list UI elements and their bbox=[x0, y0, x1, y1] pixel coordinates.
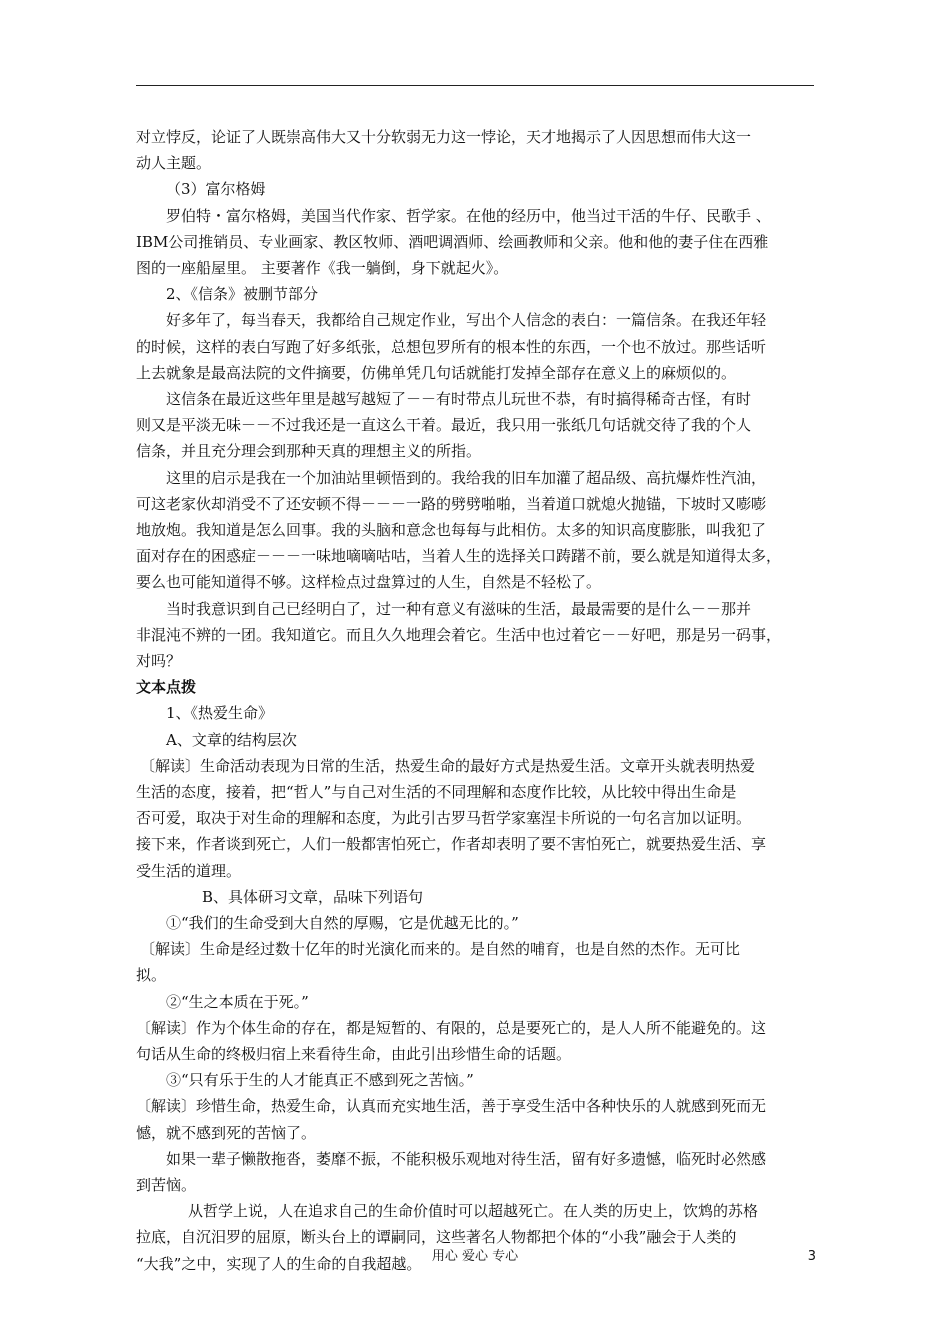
text-line: ①“我们的生命受到大自然的厚赐，它是优越无比的。” bbox=[166, 914, 519, 932]
text-line: 〔解读〕生命是经过数十亿年的时光演化而来的。是自然的哺育，也是自然的杰作。无可比 bbox=[140, 940, 741, 959]
header-rule bbox=[136, 85, 814, 86]
text-line: 这里的启示是我在一个加油站里顿悟到的。我给我的旧车加灌了超品级、高抗爆炸性汽油， bbox=[166, 468, 767, 487]
text-line: 憾，就不感到死的苦恼了。 bbox=[136, 1123, 317, 1142]
text-line: A、文章的结构层次 bbox=[166, 730, 297, 749]
text-line: 生活的态度，接着，把“哲人”与自己对生活的不同理解和态度作比较，从比较中得出生命是 bbox=[136, 783, 737, 801]
section-heading: 文本点拨 bbox=[136, 678, 197, 697]
text-line: 的时候，这样的表白写跑了好多纸张，总想包罗所有的根本性的东西，一个也不放过。那些话听 bbox=[136, 337, 767, 356]
text-line: 否可爱，取决于对生命的理解和态度，为此引古罗马哲学家塞涅卡所说的一句名言加以证明。 bbox=[136, 809, 752, 828]
text-line: ③“只有乐于生的人才能真正不感到死之苦恼。” bbox=[166, 1071, 474, 1090]
text-line: 2、《信条》被删节部分 bbox=[166, 285, 319, 304]
text-line: 要么也可能知道得不够。这样检点过盘算过的人生，自然是不轻松了。 bbox=[136, 573, 602, 592]
text-line: （3）富尔格姆 bbox=[166, 180, 266, 199]
text-line: 上去就象是最高法院的文件摘要，仿佛单凭几句话就能打发掉全部存在意义上的麻烦似的。 bbox=[136, 363, 737, 382]
text-line: 非混沌不辨的一团。我知道它。而且久久地理会着它。生活中也过着它－－好吧，那是另一码事， bbox=[136, 625, 782, 644]
text-line: 这信条在最近这些年里是越写越短了－－有时带点儿玩世不恭，有时搞得稀奇古怪，有时 bbox=[166, 390, 752, 408]
text-line: 罗伯特・富尔格姆，美国当代作家、哲学家。在他的经历中，他当过干活的牛仔、民歌手 、 bbox=[166, 206, 771, 225]
text-line: 动人主题。 bbox=[136, 154, 212, 173]
text-line: 可这老家伙却消受不了还安顿不得－－－一路的劈劈啪啪，当着道口就熄火抛锚，下坡时又嘭嘭 bbox=[136, 494, 767, 513]
text-line: 信条，并且充分理会到那种天真的理想主义的所指。 bbox=[136, 442, 482, 461]
text-line: 则又是平淡无味－－不过我还是一直这么干着。最近，我只用一张纸几句话就交待了我的个人 bbox=[136, 416, 752, 435]
text-line: 〔解读〕珍惜生命，热爱生命，认真而充实地生活，善于享受生活中各种快乐的人就感到死而无 bbox=[136, 1097, 767, 1116]
text-line: 如果一辈子懒散拖沓，萎靡不振，不能积极乐观地对待生活，留有好多遗憾，临死时必然感 bbox=[166, 1149, 767, 1168]
text-line: 面对存在的困惑症－－－一味地嘀嘀咕咕，当着人生的选择关口踌躇不前，要么就是知道得太多， bbox=[136, 547, 782, 566]
text-line: B、具体研习文章，品味下列语句 bbox=[202, 887, 424, 906]
text-line: 拟。 bbox=[136, 966, 167, 985]
text-line: 对吗？ bbox=[136, 652, 182, 670]
text-line: 接下来，作者谈到死亡，人们一般都害怕死亡，作者却表明了要不害怕死亡，就要热爱生活、享 bbox=[136, 835, 767, 854]
text-line: ②“生之本质在于死。” bbox=[166, 992, 309, 1011]
text-line: 好多年了，每当春天，我都给自己规定作业，写出个人信念的表白：一篇信条。在我还年轻 bbox=[166, 311, 767, 330]
text-line: 图的一座船屋里。 主要著作《我一躺倒，身下就起火》。 bbox=[136, 259, 509, 277]
text-line: 受生活的道理。 bbox=[136, 861, 242, 880]
text-line: 地放炮。我知道是怎么回事。我的头脑和意念也每每与此相仿。太多的知识高度膨胀，叫我犯了 bbox=[136, 521, 767, 539]
text-line: 〔解读〕生命活动表现为日常的生活，热爱生命的最好方式是热爱生活。文章开头就表明热爱 bbox=[140, 756, 756, 775]
text-line: 到苦恼。 bbox=[136, 1176, 197, 1194]
text-line: 对立悖反，论证了人既崇高伟大又十分软弱无力这一悖论，天才地揭示了人因思想而伟大这一 bbox=[136, 128, 752, 146]
text-line: 当时我意识到自己已经明白了，过一种有意义有滋味的生活，最最需要的是什么－－那并 bbox=[166, 599, 752, 618]
text-line: 从哲学上说，人在追求自己的生命价值时可以超越死亡。在人类的历史上，饮鸩的苏格 bbox=[188, 1202, 759, 1221]
text-line: 拉底，自沉汨罗的屈原，断头台上的谭嗣同，这些著名人物都把个体的“小我”融会于人类的 bbox=[136, 1228, 737, 1247]
footer-motto: 用心 爱心 专心 bbox=[431, 1249, 519, 1264]
page-footer bbox=[0, 1246, 950, 1268]
text-line: 〔解读〕作为个体生命的存在，都是短暂的、有限的，总是要死亡的，是人人所不能避免的。这 bbox=[136, 1018, 767, 1037]
page-number: 3 bbox=[807, 1249, 816, 1264]
text-line: IBM公司推销员、专业画家、教区牧师、酒吧调酒师、绘画教师和父亲。他和他的妻子住在西雅 bbox=[136, 232, 769, 251]
text-line: 1、《热爱生命》 bbox=[166, 704, 274, 723]
text-line: “大我”之中，实现了人的生命的自我超越。 bbox=[136, 1254, 422, 1273]
text-line: 句话从生命的终极归宿上来看待生命，由此引出珍惜生命的话题。 bbox=[136, 1045, 572, 1063]
